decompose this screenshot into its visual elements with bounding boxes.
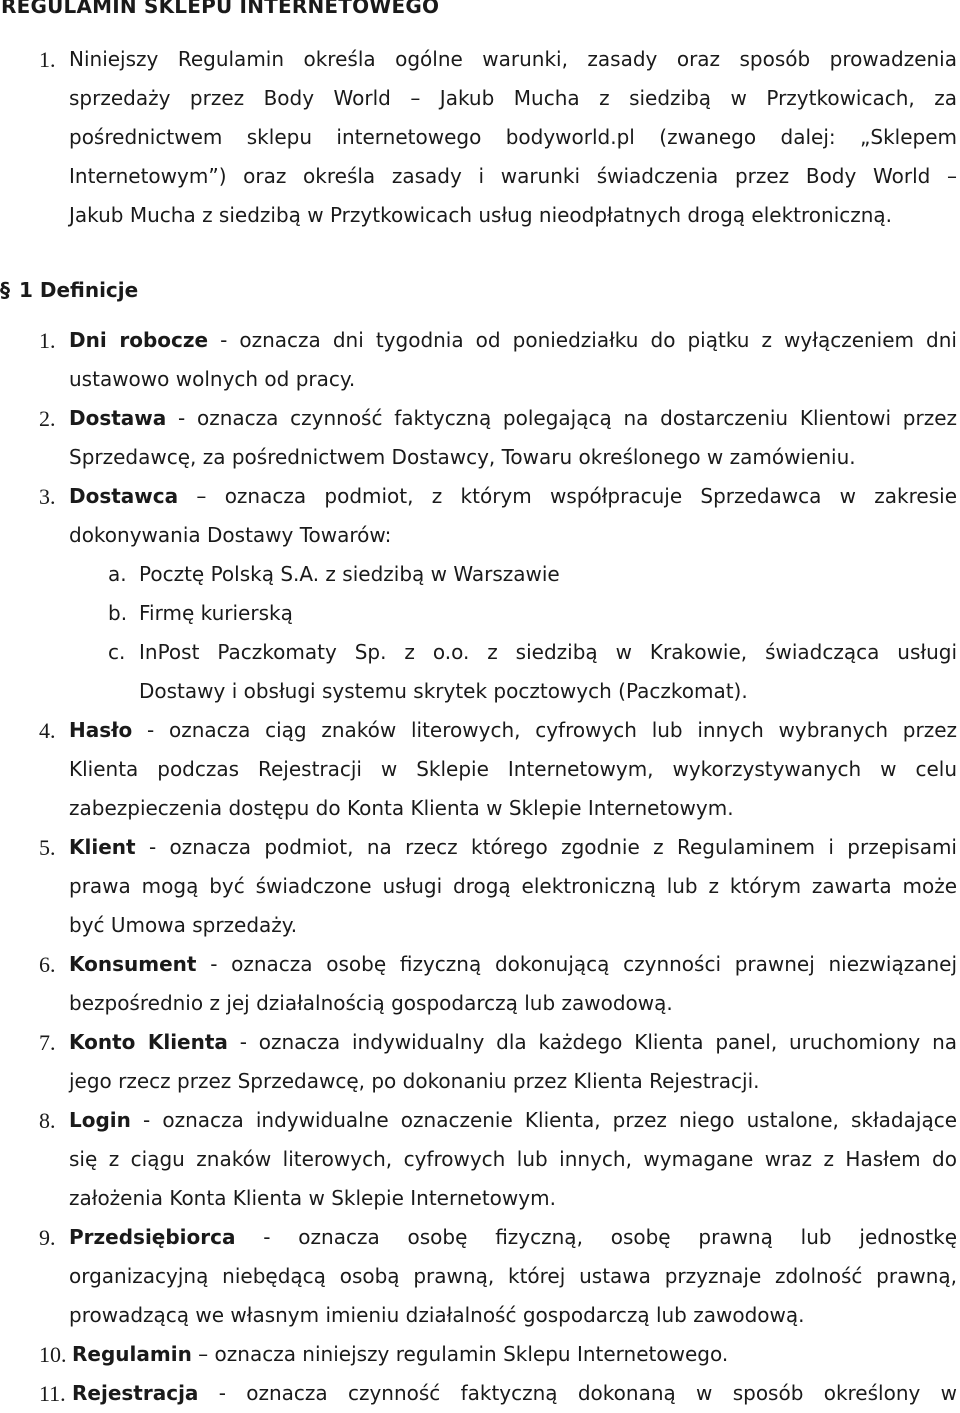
definition-line: Sprzedawcę, za pośrednictwem Dostawcy, Towaru określonego w zamówieniu. [69, 445, 856, 469]
definition-term: Konto Klienta [69, 1030, 228, 1054]
definition-text: - oznacza podmiot, na rzecz którego zgodnie z Regulaminem i przepisami [135, 835, 957, 859]
definition-first-line [69, 1101, 957, 1140]
definition-first-line [69, 828, 957, 867]
subitem-line: Firmę kurierską [139, 601, 293, 625]
definition-term: Konsument [69, 952, 197, 976]
definition-first-line [72, 1335, 957, 1374]
intro-number: 1. [39, 47, 56, 72]
intro-line: pośrednictwem sklepu internetowego bodyworld.pl (zwanego dalej: „Sklepem [69, 125, 957, 149]
definition-line: Klienta podczas Rejestracji w Sklepie Internetowym, wykorzystywanych w celu [69, 757, 957, 781]
definition-number: 9. [39, 1225, 56, 1250]
definition-number: 6. [39, 952, 56, 977]
definition-text: - oznacza indywidualny dla każdego Klienta panel, uruchomiony na [227, 1030, 957, 1054]
definition-text: - oznacza dni tygodnia od poniedziałku do piątku z wyłączeniem dni [208, 328, 957, 352]
definition-number: 7. [39, 1030, 56, 1055]
definition-first-line [69, 321, 957, 360]
definition-first-line [69, 1023, 957, 1062]
definition-number: 4. [39, 718, 56, 743]
definition-text: - oznacza czynność faktyczną dokonaną w sposób określony w [198, 1381, 957, 1405]
definition-line: założenia Konta Klienta w Sklepie Internetowym. [69, 1186, 556, 1210]
definition-text: - oznacza osobę fizyczną, osobę prawną lub jednostkę [235, 1225, 957, 1249]
definition-line: się z ciągu znaków literowych, cyfrowych lub innych, wymagane wraz z Hasłem do [69, 1147, 957, 1171]
definition-line: bezpośrednio z jej działalnością gospodarczą lub zawodową. [69, 991, 673, 1015]
definition-term: Login [69, 1108, 131, 1132]
definition-term: Przedsiębiorca [69, 1225, 236, 1249]
definition-line: prowadzącą we własnym imieniu działalność gospodarczą lub zawodową. [69, 1303, 805, 1327]
subitem-letter: a. [108, 562, 127, 586]
definition-number: 10. [39, 1342, 67, 1367]
definition-text: - oznacza indywidualne oznaczenie Klienta, przez niego ustalone, składające [130, 1108, 957, 1132]
definition-term: Rejestracja [72, 1381, 199, 1405]
definition-text: - oznacza czynność faktyczną polegającą na dostarczeniu Klientowi przez [166, 406, 957, 430]
definition-term: Dostawa [69, 406, 167, 430]
definition-line: być Umowa sprzedaży. [69, 913, 298, 937]
definition-first-line [72, 1374, 957, 1413]
definition-number: 8. [39, 1108, 56, 1133]
definition-line: jego rzecz przez Sprzedawcę, po dokonaniu przez Klienta Rejestracji. [69, 1069, 760, 1093]
intro-line: Niniejszy Regulamin określa ogólne warunki, zasady oraz sposób prowadzenia [69, 47, 957, 71]
subitem-line: InPost Paczkomaty Sp. z o.o. z siedzibą w Krakowie, świadcząca usługi [139, 640, 957, 664]
definition-term: Klient [69, 835, 136, 859]
definition-text: – oznacza niniejszy regulamin Sklepu Internetowego. [191, 1342, 729, 1366]
intro-line: Internetowym”) oraz określa zasady i warunki świadczenia przez Body World – [69, 164, 957, 188]
definition-first-line [69, 399, 957, 438]
definition-text: - oznacza osobę fizyczną dokonującą czynności prawnej niezwiązanej [196, 952, 957, 976]
definition-term: Dostawca [69, 484, 179, 508]
section-heading [0, 271, 138, 310]
section-heading-text: 1 Definicje [18, 278, 139, 302]
definition-term: Hasło [69, 718, 133, 742]
intro-line: Jakub Mucha z siedzibą w Przytkowicach usług nieodpłatnych drogą elektroniczną. [69, 203, 893, 227]
subitem-letter: c. [108, 640, 126, 664]
definition-number: 3. [39, 484, 56, 509]
paragraph-sign-icon: § [0, 278, 10, 302]
definition-number: 1. [39, 328, 56, 353]
definition-line: dokonywania Dostawy Towarów: [69, 523, 392, 547]
definition-first-line [69, 945, 957, 984]
definition-term: Dni robocze [69, 328, 209, 352]
definition-first-line [69, 477, 957, 516]
definition-number: 2. [39, 406, 56, 431]
definition-first-line [69, 711, 957, 750]
definition-number: 11. [39, 1381, 66, 1406]
definition-text: – oznacza podmiot, z którym współpracuje Sprzedawca w zakresie [178, 484, 957, 508]
definition-line: organizacyjną niebędącą osobą prawną, której ustawa przyznaje zdolność prawną, [69, 1264, 957, 1288]
definition-line: prawa mogą być świadczone usługi drogą elektroniczną lub z którym zawarta może [69, 874, 957, 898]
subitem-line: Dostawy i obsługi systemu skrytek pocztowych (Paczkomat). [139, 679, 748, 703]
definition-line: zabezpieczenia dostępu do Konta Klienta w Sklepie Internetowym. [69, 796, 734, 820]
definition-text: - oznacza ciąg znaków literowych, cyfrowych lub innych wybranych przez [132, 718, 957, 742]
definition-term: Regulamin [72, 1342, 192, 1366]
subitem-line: Pocztę Polską S.A. z siedzibą w Warszawie [139, 562, 560, 586]
document-title: REGULAMIN SKLEPU INTERNETOWEGO [1, 0, 440, 18]
subitem-letter: b. [108, 601, 128, 625]
definition-number: 5. [39, 835, 56, 860]
intro-line: sprzedaży przez Body World – Jakub Mucha z siedzibą w Przytkowicach, za [69, 86, 957, 110]
definition-first-line [69, 1218, 957, 1257]
definition-line: ustawowo wolnych od pracy. [69, 367, 356, 391]
